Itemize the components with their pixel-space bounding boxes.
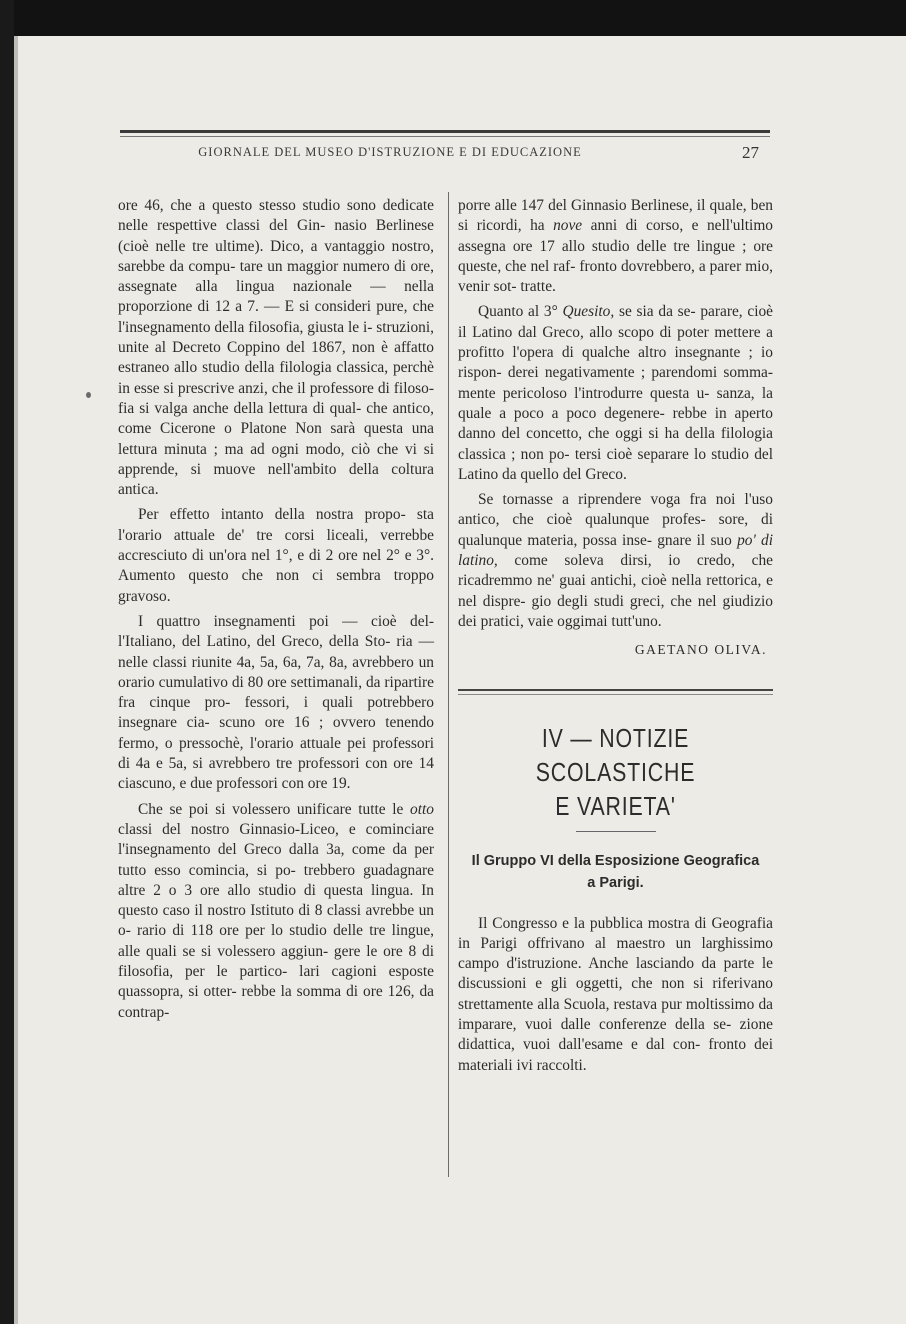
- scan-left-edge: [0, 0, 14, 1324]
- paragraph: Per effetto intanto della nostra propo- sta l'orario attuale de' tre corsi liceali, verrebbe accresciuto di un'ora nel 1°, e di 2 ore nel 2° e 3°. Aumento questo che non ci sembra troppo gravoso.: [118, 506, 434, 605]
- article-heading-line: a Parigi.: [587, 874, 644, 891]
- italic-text: po' di latino,: [458, 531, 773, 570]
- text-run: Che se poi si volessero unificare tutte le: [138, 800, 411, 818]
- text-run: porre alle 147 del Ginnasio Berlinese, il quale, ben si ricordi, ha: [458, 197, 773, 235]
- paragraph: I quattro insegnamenti poi — cioè del- l'Italiano, del Latino, del Greco, della Sto- ria — nelle classi riunite 4a, 5a, 6a, 7a, 8a, avrebbero un orario cumulativo di 80 ore settimanali, da ripartire fra cinque pro- fessori, i quali potrebbero insegnare cia- scuno ore 16 ; ovvero tenendo fermo, o pressochè, l'orario attuale pei professori di 4a e 5a, si avrebbero tre professori con ore 14 ciascuno, e due professori con ore 19.: [118, 612, 434, 793]
- page-number: 27: [742, 143, 759, 162]
- italic-text: nove: [553, 217, 583, 235]
- column-divider: [448, 192, 449, 1177]
- section-rule-thin: [458, 694, 773, 695]
- title-underline: [576, 831, 656, 832]
- text-run: come soleva dirsi, io credo, che ricadremmo ne' guai antichi, cioè nella rettorica, e nel dispre- gio degli studi greci, che nel giudizio dei pratici, vaie oggimai tutt'uno.: [458, 552, 773, 630]
- text-run: Quanto al 3°: [478, 303, 563, 321]
- author-signature: GAETANO OLIVA.: [634, 642, 767, 658]
- section-title-line: IV — NOTIZIE SCOLASTICHE: [535, 722, 696, 787]
- section-rule: [458, 689, 773, 691]
- text-run: anni di corso, e nell'ultimo assegna ore 17 allo studio delle tre lingue ; ore queste, che nel raf- fronto dovrebbero, a parer mio, venir sot- tratte.: [458, 217, 774, 296]
- paragraph: [458, 196, 773, 297]
- italic-text: otto: [410, 800, 434, 818]
- text-run: classi del nostro Ginnasio-Liceo, e cominciare l'insegnamento del Greco dalla 3a, come da per tutto esso comincia, si po- trebbero guadagnare altre 2 o 3 ore allo studio di questa lingua. In questo caso il nostro Istituto di 8 classi avrebbe un o- rario di 118 ore per lo studio delle tre lingue, alle quali se si volessero aggiun- gere le ore 8 di filosofia, per le partico- lari cagioni esposte quassopra, si otter- rebbe la somma di ore 126, da contrap-: [118, 820, 434, 1021]
- running-head: GIORNALE DEL MUSEO D'ISTRUZIONE E DI EDUCAZIONE: [198, 145, 582, 159]
- left-column: [118, 196, 434, 1028]
- paragraph: [118, 800, 434, 1023]
- scan-top-edge: [0, 0, 906, 36]
- section-title: [486, 721, 744, 823]
- ink-spot: [86, 392, 91, 398]
- paragraph: [458, 302, 773, 485]
- article-heading: [458, 850, 773, 894]
- section-title-line: E VARIETA': [555, 790, 676, 821]
- paragraph: [458, 490, 773, 632]
- scan-left-shadow: [14, 36, 18, 1324]
- article-heading-line: Il Gruppo VI della Esposizione Geografica: [471, 852, 760, 869]
- italic-text: Quesito,: [562, 303, 615, 321]
- right-column: [458, 196, 773, 1081]
- text-run: Se tornasse a riprendere voga fra noi l'uso antico, che cioè qualunque profes- sore, di qualunque materia, possa inse- gnare il suo: [458, 491, 773, 549]
- paragraph: ore 46, che a questo stesso studio sono dedicate nelle respettive classi del Gin- nasio Berlinese (cioè nelle tre ultime). Dico, a vantaggio nostro, sarebbe da compu- tare un maggior numero di ore, assegnate alla lingua nazionale — nella proporzione di 12 a 7. — E si consideri pure, che l'insegnamento della filosofia, giusta le i- struzioni, unite al Decreto Coppino del 1867, non è affatto estraneo allo studio della filologia classica, perchè in esse si prescrive anzi, che il professore di filoso- fia si valga anche della lettura di qual- che antico, come Cicerone o Platone Non sarà questa una lettura minuta ; ma ad ogni modo, ciò che vi si apprende, si muove nell'ambito della coltura antica.: [118, 197, 434, 499]
- header-rule: [120, 130, 770, 133]
- header-rule-thin: [120, 136, 770, 137]
- paragraph: Il Congresso e la pubblica mostra di Geografia in Parigi offrivano al maestro un larghissimo campo d'istruzione. Anche lasciando da parte le discussioni e gli oggetti, che non si riferivano strettamente alla Scuola, restava pur moltissimo da imparare, vuoi dalle conferenze della se- zione didattica, vuoi dall'esame e dal con- fronto dei materiali ivi raccolti.: [458, 914, 773, 1074]
- text-run: se sia da se- parare, cioè il Latino dal Greco, allo scopo di poter mettere a profitto l'opera di qualche altro insegnante ; io rispon- derei negativamente ; parendomi somma- mente pericoloso l'introdurre questa u- sanza, la quale a poco a poco degenere- rebbe in aperto danno del concetto, che oggi si ha della filologia classica ; non po- tersi cioè separare lo studio del Latino da quello del Greco.: [458, 303, 773, 483]
